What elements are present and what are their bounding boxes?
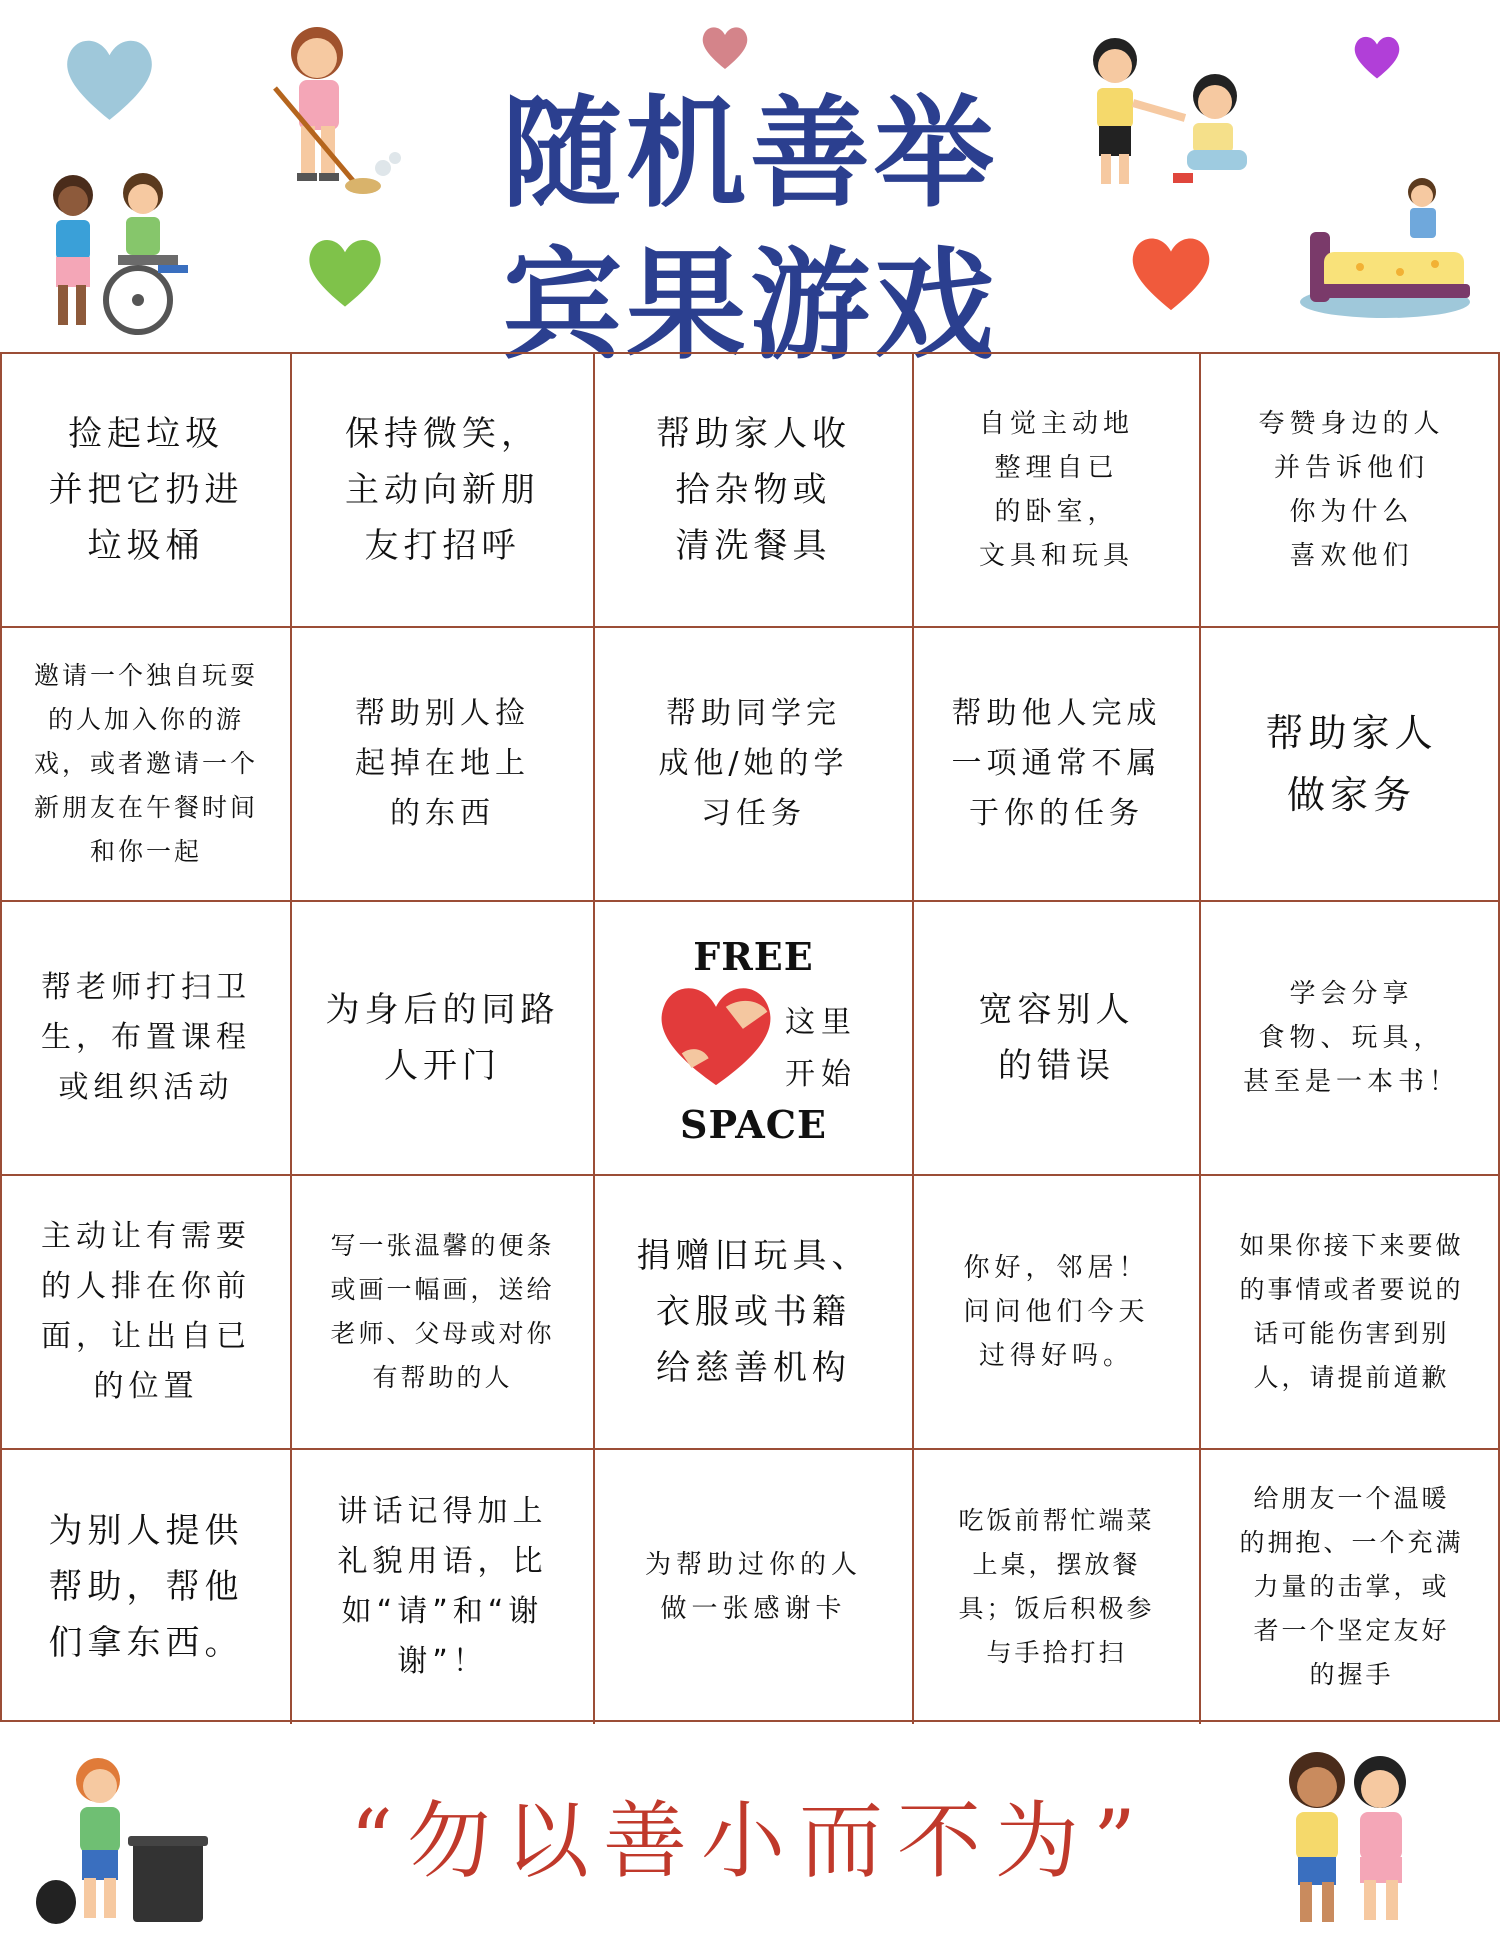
bingo-cell bbox=[292, 1450, 595, 1724]
bingo-cell-text: 宽容别人 的错误 bbox=[978, 990, 1135, 1086]
bingo-cell bbox=[595, 1176, 914, 1450]
bingo-cell-text: 自觉主动地 整理自已 的卧室， 文具和玩具 bbox=[978, 409, 1134, 571]
free-note: 这里 开始 bbox=[785, 1005, 857, 1092]
happy-kids-illustration bbox=[1262, 1742, 1437, 1932]
bingo-cell-text: 捡起垃圾 并把它扔进 垃圾桶 bbox=[48, 414, 244, 566]
bingo-cell-text: 主动让有需要 的人排在你前 面，让出自已 的位置 bbox=[41, 1219, 251, 1404]
bingo-cell bbox=[2, 354, 292, 628]
bingo-cell-text: 吃饭前帮忙端菜 上桌，摆放餐 具；饭后积极参 与手拾打扫 bbox=[958, 1506, 1155, 1667]
bingo-cell bbox=[914, 354, 1201, 628]
bingo-cell-text: 帮助家人收 拾杂物或 清洗餐具 bbox=[656, 414, 851, 566]
free-space-cell bbox=[595, 902, 914, 1176]
bingo-cell bbox=[292, 354, 595, 628]
green-heart-icon bbox=[305, 228, 385, 318]
red-heart-icon bbox=[1128, 228, 1214, 320]
free-label: FREE bbox=[693, 934, 814, 979]
bingo-cell bbox=[1201, 902, 1500, 1176]
pink-heart-icon bbox=[700, 22, 750, 74]
bingo-cell-text: 保持微笑， 主动向新朋 友打招呼 bbox=[345, 414, 540, 566]
heart-hands-icon bbox=[651, 980, 781, 1090]
bingo-grid bbox=[0, 352, 1500, 1722]
bingo-cell-text: 帮助别人捡 起掉在地上 的东西 bbox=[355, 696, 530, 831]
bingo-cell bbox=[292, 902, 595, 1176]
bingo-cell bbox=[2, 1176, 292, 1450]
bingo-cell bbox=[914, 628, 1201, 902]
bingo-cell bbox=[292, 628, 595, 902]
bingo-cell-text: 邀请一个独自玩耍 的人加入你的游 戏，或者邀请一个 新朋友在午餐时间 和你一起 bbox=[33, 661, 258, 866]
header bbox=[0, 0, 1500, 376]
bingo-cell-text: 学会分享 食物、玩具， 甚至是一本书！ bbox=[1242, 979, 1460, 1097]
space-label: SPACE bbox=[680, 1102, 827, 1147]
kids-helping-illustration bbox=[1075, 28, 1270, 198]
bingo-cell-text: 为帮助过你的人 做一张感谢卡 bbox=[644, 1550, 862, 1624]
bingo-cell-text: 为别人提供 帮助，帮他 们拿东西。 bbox=[48, 1511, 244, 1663]
bingo-cell bbox=[595, 628, 914, 902]
bingo-cell bbox=[2, 1450, 292, 1724]
bingo-cell-text: 讲话记得加上 礼貌用语，比 如“请”和“谢 谢”！ bbox=[337, 1494, 548, 1679]
kids-wheelchair-illustration bbox=[28, 165, 203, 340]
bingo-cell-text: 给朋友一个温暖 的拥抱、一个充满 力量的击掌，或 者一个坚定友好 的握手 bbox=[1239, 1484, 1464, 1689]
bingo-cell-text: 帮助家人 做家务 bbox=[1265, 711, 1438, 817]
bingo-cell-text: 写一张温馨的便条 或画一幅画，送给 老师、父母或对你 有帮助的人 bbox=[330, 1231, 555, 1392]
bingo-cell bbox=[914, 1450, 1201, 1724]
girl-sweeping-illustration bbox=[255, 18, 405, 198]
bingo-cell bbox=[1201, 1450, 1500, 1724]
page-title-line2: 宾果游戏 bbox=[502, 237, 998, 376]
bingo-cell bbox=[1201, 628, 1500, 902]
page-title-line1: 随机善举 bbox=[502, 85, 998, 224]
bingo-cell bbox=[1201, 1176, 1500, 1450]
bingo-cell bbox=[595, 1450, 914, 1724]
bingo-cell-text: 帮助他人完成 一项通常不属 于你的任务 bbox=[951, 696, 1162, 831]
bingo-cell bbox=[914, 902, 1201, 1176]
bingo-cell bbox=[914, 1176, 1201, 1450]
bingo-cell bbox=[2, 902, 292, 1176]
bingo-cell-text: 夸赞身边的人 并告诉他们 你为什么 喜欢他们 bbox=[1258, 409, 1445, 571]
footer-quote: “勿以善小而不为” bbox=[350, 1792, 1150, 1890]
bingo-cell-text: 为身后的同路 人开门 bbox=[325, 990, 560, 1086]
bingo-cell-text: 帮老师打扫卫 生，布置课程 或组织活动 bbox=[41, 970, 251, 1105]
kid-making-bed-illustration bbox=[1300, 172, 1475, 322]
bingo-cell bbox=[1201, 354, 1500, 628]
bingo-cell-text: 帮助同学完 成他/她的学 习任务 bbox=[658, 696, 849, 831]
bingo-cell bbox=[595, 354, 914, 628]
bingo-cell bbox=[292, 1176, 595, 1450]
bingo-cell-text: 捐赠旧玩具、 衣服或书籍 给慈善机构 bbox=[636, 1236, 871, 1388]
purple-heart-icon bbox=[1352, 30, 1402, 85]
bingo-cell bbox=[2, 628, 292, 902]
bingo-cell-text: 你好，邻居！ 问问他们今天 过得好吗。 bbox=[963, 1253, 1150, 1371]
bingo-cell-text: 如果你接下来要做 的事情或者要说的 话可能伤害到别 人，请提前道歉 bbox=[1239, 1231, 1464, 1392]
blue-heart-icon bbox=[62, 30, 157, 130]
footer bbox=[0, 1722, 1500, 1941]
